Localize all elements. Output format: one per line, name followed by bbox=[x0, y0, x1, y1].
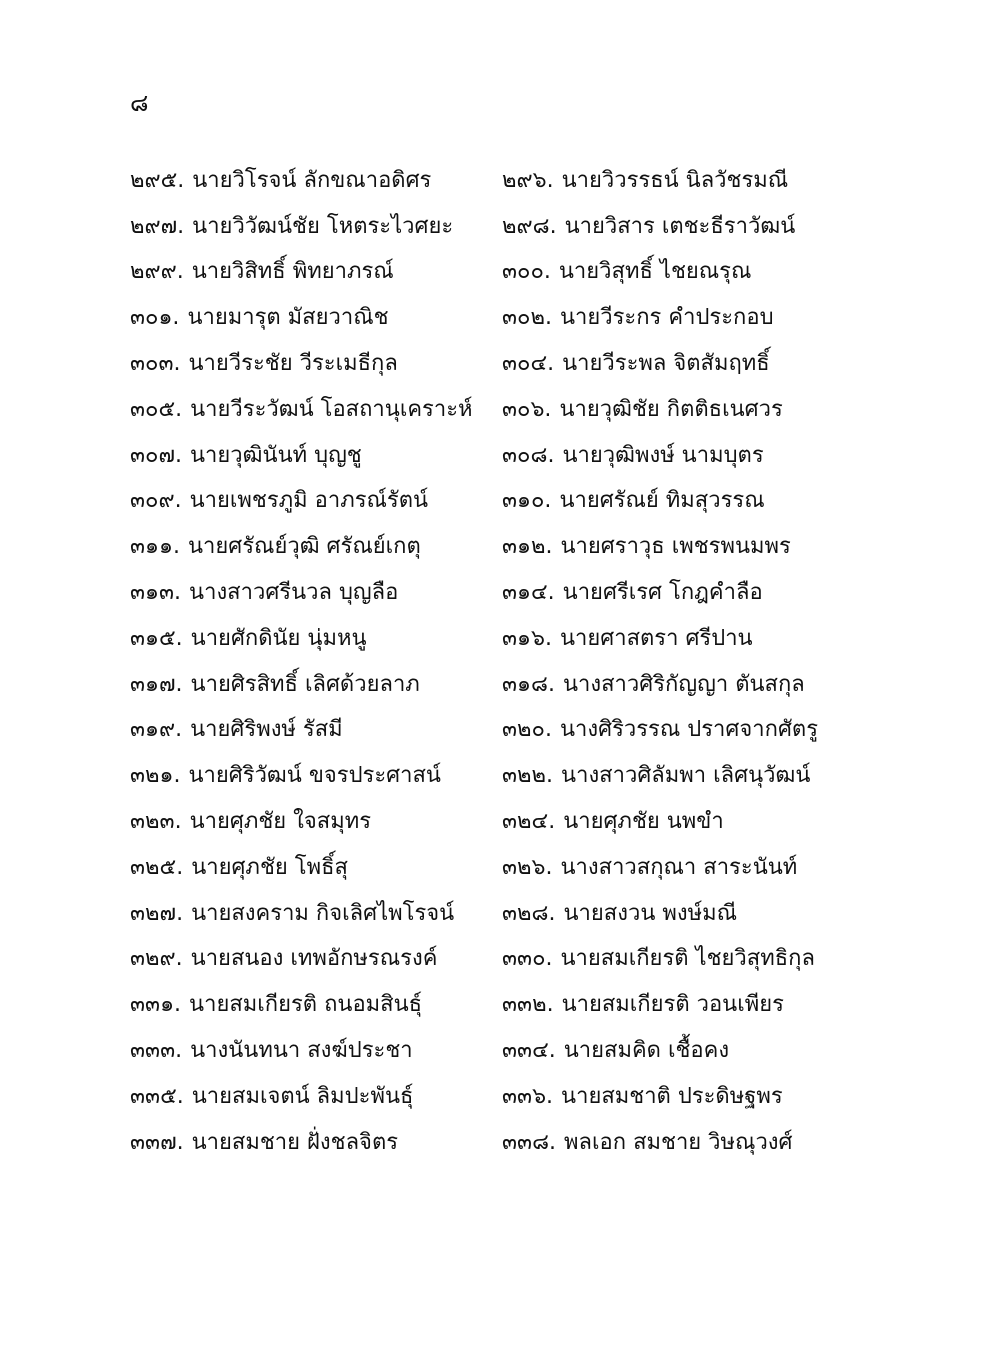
list-row bbox=[130, 1120, 850, 1166]
item-number: ๓๑๙. bbox=[130, 717, 183, 743]
item-number: ๓๒๐. bbox=[502, 717, 552, 743]
list-item bbox=[130, 349, 502, 379]
item-number: ๓๓๘. bbox=[502, 1129, 557, 1155]
person-name: นายสงวน พงษ์มณี bbox=[563, 900, 738, 926]
item-number: ๓๐๓. bbox=[130, 351, 181, 377]
list-item bbox=[130, 761, 502, 791]
person-name: นายศักดินัย นุ่มหนู bbox=[190, 625, 367, 651]
list-item bbox=[130, 395, 502, 425]
person-name: นางศิริวรรณ ปราศจากศัตรู bbox=[559, 717, 819, 743]
list-item bbox=[502, 670, 850, 700]
list-item bbox=[130, 1082, 502, 1112]
page-number: ๘ bbox=[130, 89, 149, 117]
list-item bbox=[130, 1128, 502, 1158]
item-number: ๓๓๔. bbox=[502, 1038, 556, 1064]
list-item bbox=[502, 166, 850, 196]
person-name: นางสาวศิริกัญญา ตันสกุล bbox=[562, 671, 805, 697]
person-name: นางนันทนา สงฆ์ประชา bbox=[190, 1038, 413, 1064]
list-item bbox=[130, 853, 502, 883]
list-item bbox=[502, 395, 850, 425]
item-number: ๓๐๖. bbox=[502, 396, 552, 422]
list-item bbox=[502, 349, 850, 379]
list-item bbox=[130, 990, 502, 1020]
list-row bbox=[130, 479, 850, 525]
item-number: ๓๒๘. bbox=[502, 900, 556, 926]
item-number: ๒๙๕. bbox=[130, 167, 185, 193]
list-item bbox=[130, 807, 502, 837]
item-number: ๒๙๙. bbox=[130, 259, 184, 285]
list-item bbox=[502, 899, 850, 929]
item-number: ๓๒๒. bbox=[502, 763, 554, 789]
person-name: นายเพชรภูมิ อาภรณ์รัตน์ bbox=[189, 488, 429, 514]
list-item bbox=[502, 1082, 850, 1112]
person-name: นายสมเกียรติ ไชยวิสุทธิกุล bbox=[560, 946, 815, 972]
person-name: พลเอก สมชาย วิษณุวงศ์ bbox=[564, 1129, 793, 1155]
list-item bbox=[502, 853, 850, 883]
list-item bbox=[130, 166, 502, 196]
person-name: นายสมเจตน์ ลิมปะพันธุ์ bbox=[191, 1083, 414, 1109]
list-item bbox=[130, 486, 502, 516]
list-item bbox=[130, 441, 502, 471]
list-item bbox=[130, 532, 502, 562]
item-number: ๒๙๗. bbox=[130, 213, 185, 239]
list-item bbox=[502, 303, 850, 333]
list-item bbox=[130, 715, 502, 745]
list-row bbox=[130, 158, 850, 204]
person-name: นายสมชาย ฝั่งชลจิตร bbox=[191, 1129, 399, 1155]
list-item bbox=[502, 990, 850, 1020]
person-name: นายวิสาร เตชะธีราวัฒน์ bbox=[564, 213, 796, 239]
list-row bbox=[130, 250, 850, 296]
item-number: ๓๓๐. bbox=[502, 946, 553, 972]
item-number: ๓๑๘. bbox=[502, 671, 555, 697]
list-item bbox=[502, 1036, 850, 1066]
person-name: นายสมคิด เชื้อคง bbox=[563, 1038, 730, 1064]
list-row bbox=[130, 937, 850, 983]
person-name: นายศุภชัย นพขำ bbox=[563, 809, 724, 835]
list-item bbox=[130, 899, 502, 929]
person-name: นางสาวสกุณา สาระนันท์ bbox=[560, 854, 798, 880]
person-name: นายสมชาติ ประดิษฐพร bbox=[561, 1083, 783, 1109]
item-number: ๓๒๙. bbox=[130, 946, 183, 972]
item-number: ๓๓๒. bbox=[502, 992, 554, 1018]
item-number: ๓๒๕. bbox=[130, 854, 184, 880]
item-number: ๓๑๓. bbox=[130, 580, 182, 606]
item-number: ๓๑๗. bbox=[130, 671, 183, 697]
list-item bbox=[502, 624, 850, 654]
item-number: ๓๑๕. bbox=[130, 625, 183, 651]
list-row bbox=[130, 616, 850, 662]
item-number: ๓๐๒. bbox=[502, 305, 552, 331]
item-number: ๒๙๖. bbox=[502, 167, 554, 193]
person-name: นายวิสิทธิ์ พิทยาภรณ์ bbox=[191, 259, 394, 285]
list-item bbox=[502, 578, 850, 608]
list-item bbox=[130, 303, 502, 333]
list-item bbox=[502, 486, 850, 516]
list-item bbox=[502, 441, 850, 471]
item-number: ๓๓๕. bbox=[130, 1083, 184, 1109]
item-number: ๓๑๑. bbox=[130, 534, 180, 560]
person-name: นายวีระพล จิตสัมฤทธิ์ bbox=[562, 351, 770, 377]
item-number: ๓๑๒. bbox=[502, 534, 553, 560]
person-name: นายศิริพงษ์ รัสมี bbox=[190, 717, 343, 743]
list-item bbox=[502, 761, 850, 791]
list-item bbox=[502, 944, 850, 974]
person-name: นายวุฒิพงษ์ นามบุตร bbox=[562, 442, 764, 468]
list-row bbox=[130, 524, 850, 570]
person-name: นายวุฒิชัย กิตติธเนศวร bbox=[559, 396, 783, 422]
person-name: นายสมเกียรติ ถนอมสินธุ์ bbox=[189, 992, 423, 1018]
item-number: ๓๓๗. bbox=[130, 1129, 184, 1155]
list-item bbox=[130, 944, 502, 974]
item-number: ๓๓๑. bbox=[130, 992, 182, 1018]
person-name: นายวุฒินันท์ บุญชู bbox=[190, 442, 362, 468]
person-name: นายศุภชัย โพธิ์สุ bbox=[191, 854, 348, 880]
person-name: นายวีระวัฒน์ โอสถานุเคราะห์ bbox=[190, 396, 473, 422]
person-name: นายวิวัฒน์ชัย โหตระไวศยะ bbox=[192, 213, 454, 239]
person-name: นายศิริวัฒน์ ขจรประศาสน์ bbox=[188, 763, 441, 789]
item-number: ๓๐๐. bbox=[502, 259, 551, 285]
list-item bbox=[130, 624, 502, 654]
person-name: นายศุภชัย ใจสมุทร bbox=[189, 809, 372, 835]
list-row bbox=[130, 708, 850, 754]
person-name: นางสาวศรีนวล บุญลือ bbox=[189, 580, 399, 606]
item-number: ๓๐๔. bbox=[502, 351, 555, 377]
list-row bbox=[130, 891, 850, 937]
person-name: นายศราวุธ เพชรพนมพร bbox=[560, 534, 791, 560]
item-number: ๓๑๐. bbox=[502, 488, 552, 514]
list-item bbox=[502, 715, 850, 745]
item-number: ๓๒๔. bbox=[502, 809, 556, 835]
item-number: ๓๐๘. bbox=[502, 442, 555, 468]
list-item bbox=[130, 578, 502, 608]
person-name: นายสงคราม กิจเลิศไพโรจน์ bbox=[191, 900, 455, 926]
item-number: ๓๓๓. bbox=[130, 1038, 183, 1064]
list-row bbox=[130, 662, 850, 708]
item-number: ๓๒๖. bbox=[502, 854, 553, 880]
list-row bbox=[130, 982, 850, 1028]
person-name: นายสมเกียรติ วอนเพียร bbox=[561, 992, 784, 1018]
list-row bbox=[130, 1028, 850, 1074]
list-row bbox=[130, 799, 850, 845]
person-name: นายศิรสิทธิ์ เลิศด้วยลาภ bbox=[190, 671, 420, 697]
person-name: นายวิโรจน์ ลักขณาอดิศร bbox=[192, 167, 432, 193]
person-name: นายวีระชัย วีระเมธีกุล bbox=[188, 351, 398, 377]
list-item bbox=[130, 670, 502, 700]
list-row bbox=[130, 387, 850, 433]
person-name: นายศรัณย์วุฒิ ศรัณย์เกตุ bbox=[187, 534, 421, 560]
list-row bbox=[130, 433, 850, 479]
person-name: นายมารุต มัสยวาณิช bbox=[187, 305, 389, 331]
person-name: นางสาวศิลัมพา เลิศนุวัฒน์ bbox=[561, 763, 811, 789]
person-name: นายวีระกร คำประกอบ bbox=[559, 305, 774, 331]
name-list bbox=[130, 158, 850, 1166]
item-number: ๓๐๗. bbox=[130, 442, 183, 468]
person-name: นายศาสตรา ศรีปาน bbox=[559, 625, 753, 651]
item-number: ๓๑๔. bbox=[502, 580, 555, 606]
list-item bbox=[502, 1128, 850, 1158]
person-name: นายศรัณย์ ทิมสุวรรณ bbox=[559, 488, 765, 514]
item-number: ๓๓๖. bbox=[502, 1083, 554, 1109]
person-name: นายสนอง เทพอักษรณรงค์ bbox=[190, 946, 438, 972]
list-item bbox=[130, 212, 502, 242]
list-row bbox=[130, 1074, 850, 1120]
item-number: ๓๐๙. bbox=[130, 488, 182, 514]
item-number: ๓๐๕. bbox=[130, 396, 183, 422]
list-item bbox=[502, 212, 850, 242]
person-name: นายวิสุทธิ์ ไชยณรุณ bbox=[558, 259, 752, 285]
item-number: ๓๐๑. bbox=[130, 305, 180, 331]
item-number: ๓๑๖. bbox=[502, 625, 552, 651]
person-name: นายศรีเรศ โกฎคำลือ bbox=[562, 580, 763, 606]
item-number: ๓๒๗. bbox=[130, 900, 184, 926]
person-name: นายวิวรรธน์ นิลวัชรมณี bbox=[561, 167, 789, 193]
list-row bbox=[130, 753, 850, 799]
list-row bbox=[130, 204, 850, 250]
list-item bbox=[130, 1036, 502, 1066]
list-item bbox=[130, 257, 502, 287]
item-number: ๒๙๘. bbox=[502, 213, 557, 239]
list-row bbox=[130, 570, 850, 616]
list-item bbox=[502, 807, 850, 837]
list-item bbox=[502, 257, 850, 287]
item-number: ๓๒๑. bbox=[130, 763, 181, 789]
item-number: ๓๒๓. bbox=[130, 809, 182, 835]
list-row bbox=[130, 295, 850, 341]
list-row bbox=[130, 341, 850, 387]
list-row bbox=[130, 845, 850, 891]
list-item bbox=[502, 532, 850, 562]
